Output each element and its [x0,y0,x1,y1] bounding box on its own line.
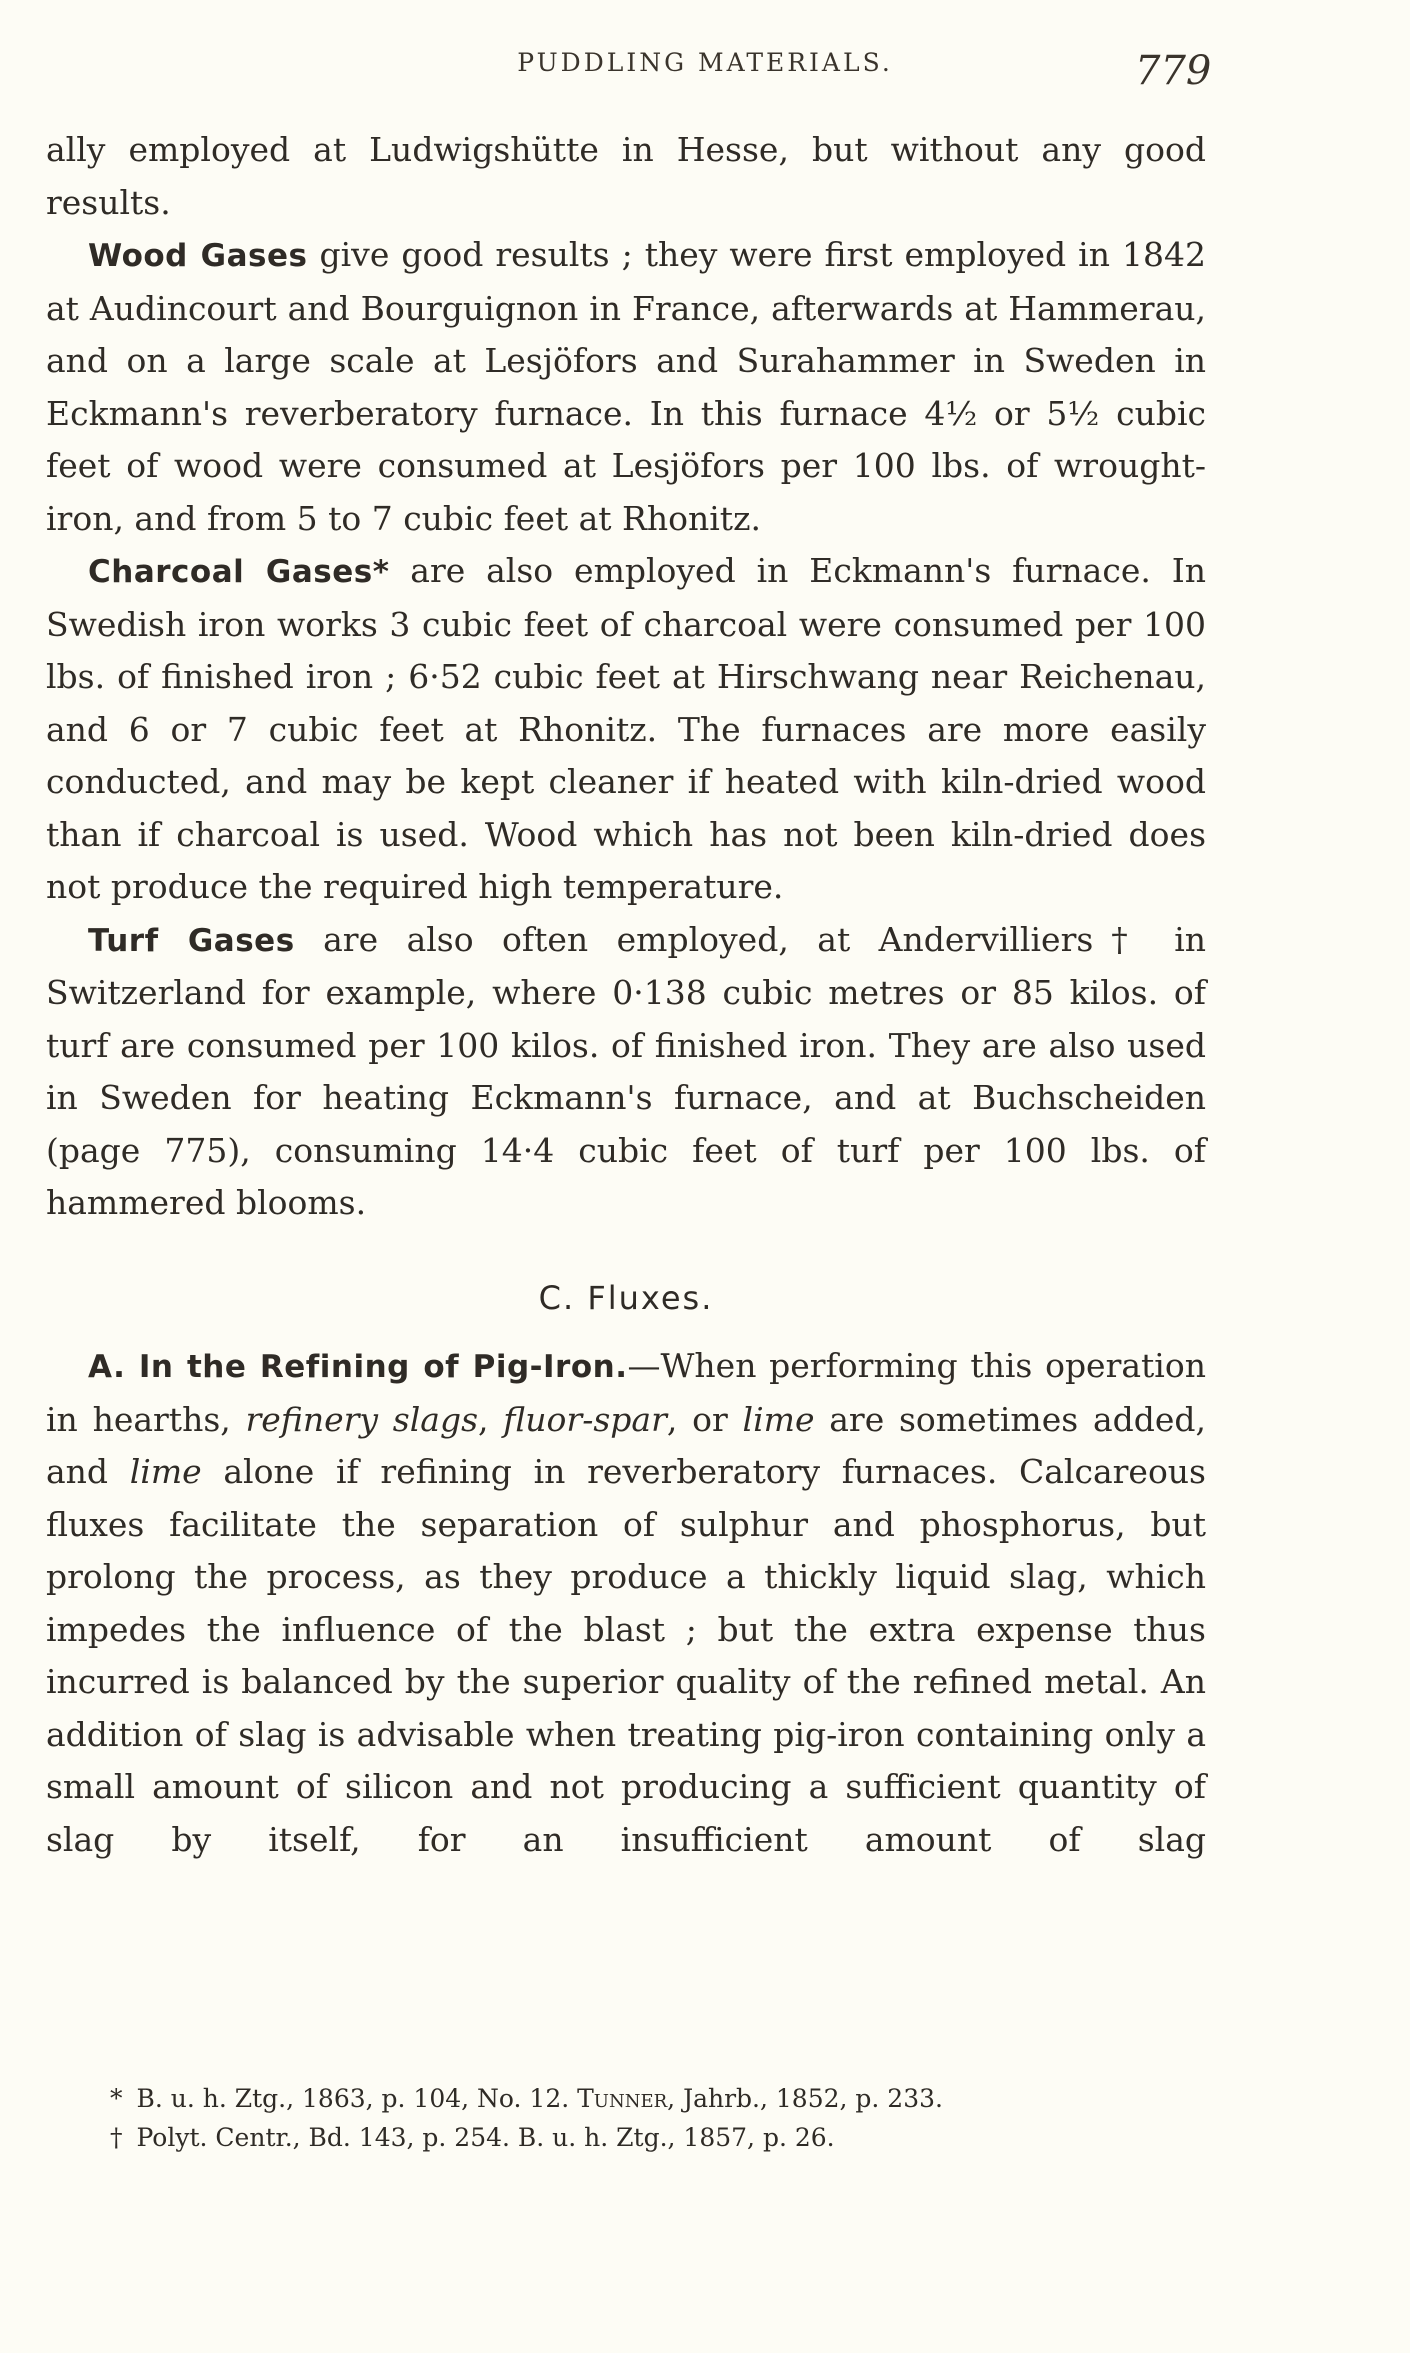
footnote-text: , Jahrb., 1852, p. 233. [667,2084,943,2113]
footnote [110,2118,1170,2157]
paragraph-text: are also employed in Eckmann's furnace. In Swedish iron works 3 cubic feet of charcoal were consumed per 100 lbs. of finished iron ; 6·52 cubic feet at Hirschwang near Reichenau, and 6 or 7 cubic feet at Rhonitz. The furnaces are more easily conducted, and may be kept cleaner if heated with kiln-dried wood than if charcoal is used. Wood which has not been kiln-dried does not produce the required high temperature. [46,551,1206,906]
paragraph-charcoal-gases [46,545,1206,914]
body-text [46,124,1206,1866]
paragraph-turf-gases [46,914,1206,1230]
emphasis: lime [129,1452,202,1491]
paragraph-text: alone if refining in reverberatory furnaces. Calcareous fluxes facilitate the separation of sulphur and phosphorus, but prolong the process, as they produce a thickly liquid slag, which impedes the influence of the blast ; but the extra expense thus incurred is balanced by the superior quality of the refined metal. An addition of slag is advisable when treating pig-iron containing only a small amount of silicon and not producing a sufficient quantity of slag by itself, for an insufficient amount of slag [46,1452,1206,1859]
section-heading: C. Fluxes. [538,1278,714,1317]
footnote-text: Polyt. Centr., Bd. 143, p. 254. B. u. h. Ztg., 1857, p. 26. [136,2123,835,2152]
paragraph-text: are also often employed, at Andervilliers† in Switzerland for example, where 0·138 cubic metres or 85 kilos. of turf are consumed per 100 kilos. of finished iron. They are also used in Sweden for heating Eckmann's furnace, and at Buchscheiden (page 775), consuming 14·4 cubic feet of turf per 100 lbs. of hammered blooms. [46,919,1207,1222]
paragraph-text: are sometimes added, and [46,1399,1207,1491]
lead-term: Turf Gases [88,922,295,959]
emphasis: lime [742,1399,815,1439]
fraction: 4½ [924,393,978,433]
paragraph-wood-gases [46,229,1206,545]
footnote-text: B. u. h. Ztg., 1863, p. 104, No. 12. [136,2084,578,2113]
lead-term: Wood Gases [88,238,308,274]
footnote-mark: * [110,2084,123,2113]
paragraph-text: give good results ; they were first employed in 1842 at Audincourt and Bourguignon in France, afterwards at Hammerau, and on a large scale at Lesjöfors and Surahammer in Sweden in Eckmann's reverberatory furnace. In this furnace [46,235,1206,433]
footnote-author: Tunner [577,2084,668,2113]
page-number: 779 [1135,48,1212,94]
paragraph-refining [46,1340,1206,1866]
running-title: PUDDLING MATERIALS. [517,48,893,77]
footnote [110,2079,1170,2118]
footnotes [110,2079,1170,2157]
paragraph-continuation [46,124,1206,229]
emphasis: refinery slags [245,1399,479,1439]
paragraph-text: cubic feet of wood were consumed at Lesjöfors per 100 lbs. of wrought-iron, and from 5 to 7 cubic feet at Rhonitz. [46,393,1206,538]
paragraph-text: or [977,393,1047,433]
fraction: 5½ [1046,393,1100,433]
paragraph-text: ally employed at Ludwigshütte in Hesse, but without any good results. [46,130,1206,222]
lead-term: A. In the Refining of Pig-Iron. [88,1349,628,1385]
lead-term: Charcoal Gases* [88,554,390,590]
paragraph-text: —When performing this operation in hearths, [46,1346,1206,1439]
footnote-mark: † [110,2123,123,2152]
paragraph-text: , or [666,1399,743,1439]
paragraph-text: , [478,1399,504,1439]
emphasis: fluor-spar [503,1399,667,1439]
